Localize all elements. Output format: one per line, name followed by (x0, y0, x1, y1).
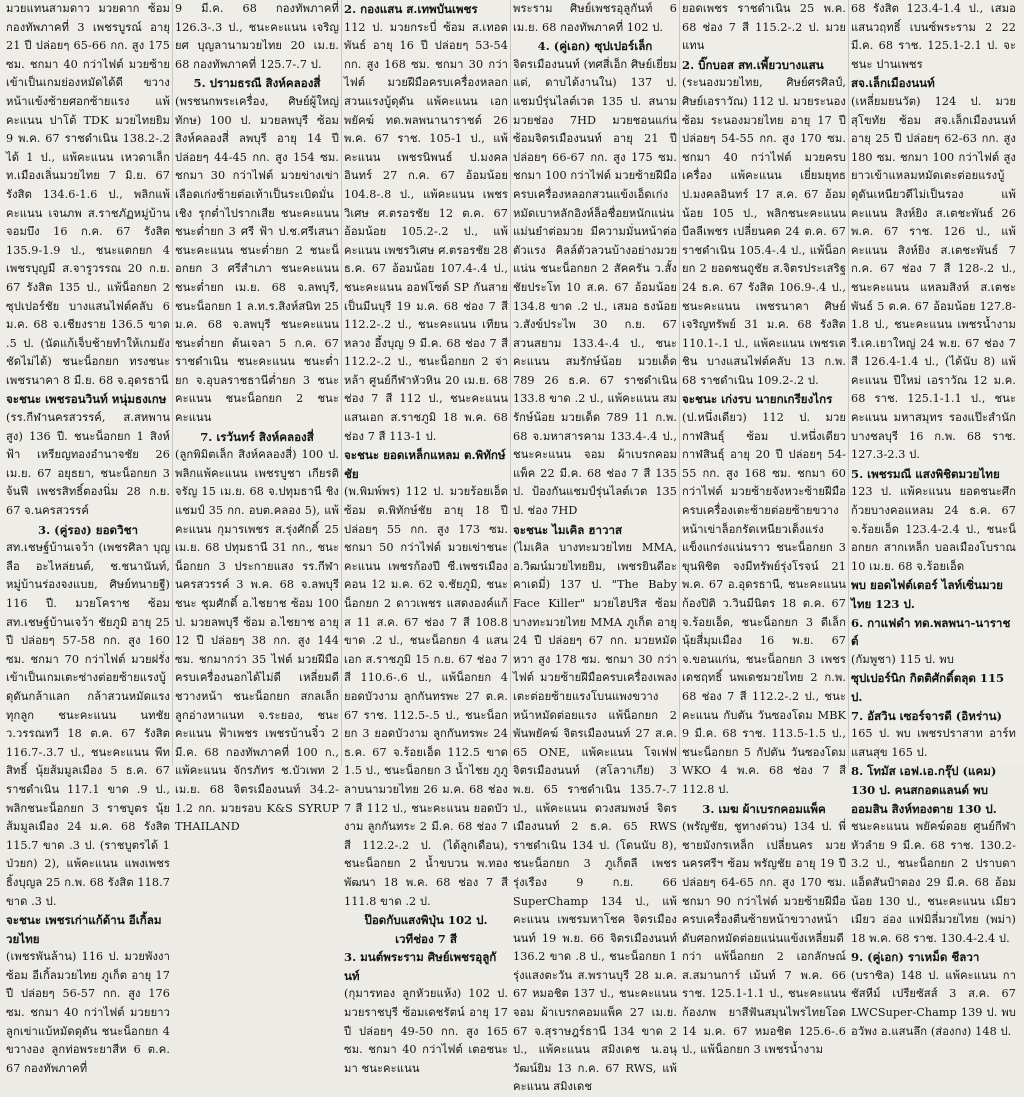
fighter-record-text: (เหลี่ยมยนวัต) 124 ป. มวยสุโขทัย ซ้อม สจ.เล็กเมืองนนท์ อายุ 25 ปี ปล่อยๆ 62-63 กก. สูง 180 ซม. ชกมา 100 กว่าไฟต์ สูงยาวเข้าแหลมหมัดเตะต่อยแรงบู้ดุดันเหนียวดีไม่เป็นรอง แพ้คะแนน สิงห์ยิง ส.เตชะพันธ์ 26 พ.ค. 67 ราช. 126 ป., แพ้คะแนน สิงห์ยิง ส.เตชะพันธ์ 7 ก.ค. 67 ช่อง 7 สี 128-.2 ป., ชนะคะแนน แหลมสิงห์ ส.เตชะพันธ์ 5 ต.ค. 67 อ้อมน้อย 127.8-1.8 ป., ชนะคะแนน เพชรน้ำงาม รี.เค.เยาใหญ่ 24 พ.ย. 67 ช่อง 7 สี 126.4-1.4 ป., (ได้นับ 8) แพ้คะแนน ปีใหม่ เอราวัณ 12 ม.ค. 68 ราช. 125.1-1.1 ป., ชนะคะแนน มหาสมุทร รองแป๊ะสำนักบางชลบุรี 16 ก.พ. 68 ราช. 127.3-2.3 ป. (851, 94, 1016, 462)
fighter-heading: 5. เพชรมณี แสงพิชิตมวยไทย (851, 466, 1000, 481)
fighter-record-text: 123 ป. แพ้คะแนน ยอดชนะศึก ก้วยบางคอแหลม 24 ธ.ค. 67 จ.ร้อยเอ็ด 123.4-2.4 ป., ชนะน็อกยก สากเหล็ก บอลเมืองโบราณ 10 เม.ย. 68 จ.ร้อยเอ็ด (851, 485, 1016, 573)
fighter-heading: จะชนะ ไมเคิล ฮาวาส (513, 522, 623, 537)
fighter-record-text: (บราซิล) 148 ป. แพ้คะแนน กาชัสหีม์ เปรียซัสส์ 3 ส.ค. 67 LWCSuper-Champ 139 ป. พบ อวัพง อ.แสนลึก (ส่องกง) 148 ป. (851, 968, 1016, 1038)
fighter-record-text: ชนะคะแนน พยัคฆ์ดอย ศูนย์กีฬาหัวลำย 9 มี.ค. 68 ราช. 130.2-3.2 ป., ชนะน็อกยก 2 ปราบดา แอ็ดสันป๋าตอง 29 มี.ค. 68 อ้อมน้อย 130 ป., ชนะคะแนน เมียวเมียว อ่อง แฟมิลี่มวยไทย (พม่า) 18 พ.ค. 68 ราช. 130.4-2.4 ป. (851, 820, 1016, 945)
article-column-4 (511, 0, 680, 1094)
fighter-record-text: (กัมพูชา) 115 ป. พบ (851, 652, 954, 666)
fighter-heading: 4. (คู่เอก) ซุปเปอร์เล็ก (537, 39, 653, 54)
fighter-record-text: (กุมารทอง ลูกหัวยแห้ง) 102 ป. มวยราชบุรี ซ้อมเดชรัตน์ อายุ 17 ปี ปล่อยๆ 49-50 กก. สูง 165 ซม. ชกมา 40 กว่าไฟต์ เตอชนะมา ชนะคะแนน (344, 987, 508, 1075)
fighter-record-text: (รร.กีฬานครสวรรค์, ส.สหพานสูง) 136 ปี. ชนะน็อกยก 1 สิงห์ฟ้า เหรียญทองอำนาจชัย 26 เม.ย. 67 อยุธยา, ชนะน็อกยก 3 จ้นฟี เพชรสิทธิ์ตองนิ่ม 28 ก.ย. 67 จ.นครสวรรค์ (6, 411, 170, 518)
fighter-heading: จะชนะ เก่งรบ นายกเกรียงไกร (682, 392, 833, 407)
fighter-heading: 8. โทมัส เอฟ.เอ.กรุ๊ป (แคม) 130 ป. คนสกอตแลนด์ พบ ออมสิน สิงห์ทองตาย 130 ป. (851, 764, 997, 816)
fighter-record-text: (ป.หนึ่งเดียว) 112 ป. มวยกาฬสินธุ์ ซ้อม ป.หนึ่งเดียว กาฬสินธุ์ อายุ 20 ปี ปล่อยๆ 54-55 กก. สูง 168 ซม. ชกมา 60 กว่าไฟต์ มวยซ้ายจังหวะซ้ายฝีมือครบเครื่องเตะซ้ายต่อยซ้ายขวางหน้าเข่าล็อกรัดเหนียวเต็งแร่งแข็งแกร่งแน่นราว ชนะน็อกยก 3 ขุนพิชิต จงมีทรัพย์รุ่งโรจน์ 21 พ.ค. 67 อ.อุดรธานี, ชนะคะแนน ก้องปิติ ว.วินมีนิตร 18 ต.ค. 67 จ.ร้อยเอ็ด, ชนะน็อกยก 3 ดีเล็ก นุ้ยสี่มุมเมือง 16 พ.ย. 67 จ.ขอนแก่น, ชนะน็อกยก 3 เพชรเดชฤทธิ์ นพเดชมวยไทย 2 ก.พ. 68 ช่อง 7 สี 112.2-.2 ป., ชนะคะแนน กับตัน วันซองโดม MBK 9 มี.ค. 68 ราช. 113.5-1.5 ป., ชนะน็อกยก 5 กัปตัน วันซองโดม WKO 4 พ.ค. 68 ช่อง 7 สี 112.8 ป. (682, 411, 846, 796)
fighter-heading: 9. (คู่เอก) ราเหม็ด ชีลวา (851, 950, 980, 965)
fighter-heading: จะชนะ เพชรอนวินท์ หนุ่มธงเกษ (6, 392, 167, 407)
fighter-record-text: (พ.พิมพ์พร) 112 ป. มวยร้อยเอ็ด ซ้อม ต.พิทักษ์ชัย อายุ 18 ปี ปล่อยๆ 55 กก. สูง 173 ซม. ชกมา 50 กว่าไฟต์ มวยเข่าชนะคะแนน เพชรก้องปี ซี.เพชรเมืองคอน 12 ม.ค. 62 จ.ชัยภูมิ, ชนะน็อกยก 2 ดาวเพชร แสดงองค์แก้ส 11 ส.ค. 67 ช่อง 7 สี 108.8 ขาด .2 ป., ชนะน็อกยก 4 แสนเอก ส.ราชภูมิ 15 ก.ย. 67 ช่อง 7 สี 110.6-.6 ป., แพ้น็อกยก 4 ยอดบัวงาม ลูกกันทรพะ 27 ต.ค. 67 ราช. 112.5-.5 ป., ชนะน็อกยก 3 ยอดบัวงาม ลูกกันทรพะ 24 ธ.ค. 67 จ.ร้อยเอ็ด 112.5 ขาด 1.5 ป., ชนะน็อกยก 3 น้ำไชย ภูภูลาบนามวยไทย 26 ม.ค. 68 ช่อง 7 สี 112 ป., ชนะคะแนน ยอดบัวงาม ลูกกันทระ 2 มี.ค. 68 ช่อง 7 สี 112.2-.2 ป. (ได้ลูกเดือน), ชนะน็อกยก 2 น้ำขบวน พ.ทองพัฒนา 18 พ.ค. 68 ช่อง 7 สี 111.8 ขาด .2 ป. (344, 485, 508, 908)
article-column-1 (4, 0, 173, 1075)
fighter-record-text: จิตรเมืองนนท์ (ทศสี่เอ็ก ศิษย์เยี่ยมแต่, ดาบได้งานใน) 137 ป. แชมป์รุ่นไลต์เวต 135 ป. สนามมวยช่อง 7HD มวยชอนแก่น ซ้อมจิตรเมืองนนท์ อายุ 21 ปี ปล่อยๆ 66-67 กก. สูง 175 ซม. ชกมา 100 กว่าไฟต์ มวยซ้ายฝีมือครบเครื่องหลอกสวนแข้งเอ็ดเก่งหมัดเบาหลักอิงห์ล็อชื่อยหนักแน่นแม่นยำต่อมวย มีความมั่นหน้าต่อตัวแรง คิลล์ตัวลวนบ้างอย่างมวยแน่น ชนะน็อกยก 2 สัคครัน ว.สั้งชัยประโท 10 ส.ค. 67 อ้อมน้อย 134.8 ขาด .2 ป., เสมอ ธงน้อย ว.สังข์ประไพ 30 ก.ย. 67 สวนสยาม 133.4-.4 ป., ชนะคะแนน สมรักษ์น้อย มวยเด็ด 789 26 ธ.ค. 67 ราชดำเนิน 133.8 ขาด .2 ป., แพ้คะแนน สมรักษ์น้อย มวยเด็ด 789 11 ก.พ. 68 จ.มหาสารคาม 133.4-.4 ป., ชนะคะแนน จอม ผ้าเบรกคอมแพ็ค 22 มี.ค. 68 ช่อง 7 สี 135 ป. ป้องกันแชมป์รุ่นไลต์เวต 135 ป. ช่อง 7HD (513, 57, 677, 518)
article-column-6 (849, 0, 1018, 1038)
fighter-heading: จะชนะ เพชรเก่าแก้ด้าน อีเกิ้ลมวยไทย (6, 913, 162, 946)
article-column-2 (173, 0, 342, 834)
fighter-record-text: (ลูกพิมิตเล็ก สิงห์คลองสี่) 100 ป. พลิกแพ้คะแนน เพชรบูชา เกียรติจรัญ 15 เม.ย. 68 จ.ปทุมธานี ชิงแชมป์ 35 กก. อบต.คลอง 5), แพ้คะแนน กุมารเพชร ส.รุ่งศักดิ์ 25 เม.ย. 68 ปทุมธานี 31 กก., ชนะน็อกยก 3 ประกายแสง รร.กีฬานครสวรรค์ 3 พ.ค. 68 จ.ลพบุรี ชนะ ชุมศักดิ์ อ.ไชยาช ซ้อม 100 ป. มวยลพบุรี ซ้อม อ.ไชยาช อายุ 12 ปี ปล่อยๆ 38 กก. สูง 144 ซม. ชกมากว่า 35 ไฟต์ มวยฝีมือครบเครื่องนอกได้ไม่ดี เหลี่ยมดีชวางหน้า ชนะน็อกยก สกลเล็ก ลูกอ่างหาแนท จ.ระยอง, ชนะคะแนน ฟ้าเพชร เพชรบ้านจิ๋ว 2 มี.ค. 68 กองทัพภาคที่ 100 ก., แพ้คะแนน จักรภัทร ช.บัวเพท 2 เม.ย. 68 จิตรเมืองนนท์ 34.2-1.2 กก. มวยรอบ K&S SYRUP THAILAND (175, 448, 339, 834)
fighter-record-text: 165 ป. พบ เพชรปราสาท อาร์ทแสนสุข 165 ป. (851, 727, 1016, 759)
fighter-heading: พบ ยอดไฟต์เตอร์ ไลท์เซิ่นมวยไทย 123 ป. (851, 578, 1003, 611)
article-column-5 (680, 0, 849, 1057)
fighter-record-text: (เพชรพันล้าน) 116 ป. มวยพังงา ซ้อม อีเกิ้ลมวยไทย ภูเก็ต อายุ 17 ปี ปล่อยๆ 56-57 กก. สูง 176 ซม. ชกมา 40 กว่าไฟต์ มวยยาวลูกเข่าแบ้หมัดดุดัน ชนะน็อกยก 4 ขวางอง ลูกท่อพระยาสีห 6 ต.ค. 67 กองทัพภาคที่ (6, 950, 170, 1075)
article-column-3 (342, 0, 511, 1075)
fighter-record-text: 68 รังสิต 123.4-1.4 ป., เสมอ แสนวฤทธิ์ เบนซ์พระราม 2 22 มี.ค. 68 ราช. 125.1-2.1 ป. จะชนะ ปานเพชร (851, 2, 1016, 71)
fighter-heading: สจ.เล็กเมืองนนท์ (851, 76, 935, 91)
fighter-heading: 7. อัสวิน เซอร์จารดี (อิหร่าน) (851, 708, 1003, 723)
fighter-heading: 3. มนต์พระราม ศิษย์เพชรอุลูกันท์ (344, 950, 497, 983)
fighter-heading: 3. เมฆ ผ้าเบรกคอมแพ็ค (702, 801, 826, 816)
fighter-heading: 6. กาแฟดำ ทด.พลพนา-นาราชต์ (851, 615, 1011, 649)
fighter-record-text: (ไมเคิล บางทะมวยไทย MMA, อ.วิฒน์มวยไทยยิม, เพชรยินดีอะคาเดมี่) 137 ป. "The Baby Face Killer" มวยไฮปริส ซ้อม บางทะมวยไทย MMA ภูเก็ต อายุ 24 ปี ปล่อยๆ 67 กก. มวยหมัดหวา สูง 178 ซม. ชกมา 30 กว่าไฟต์ มวยซ้ายฝีมือครบเครื่องเพลงเตะต่อยซ้ายแรงโบนแพงขวางหน้าหมัดต่อยแรง แพ้น็อกยก 2 พันพยัคฆ์ จิตรเมืองนนท์ 27 ส.ค. 65 ONE, แพ้คะแนน โจเฟฟ จิตรเมืองนนท์ (สโลวาเกีย) 3 พ.ย. 65 ราชดำเนิน 135.7-.7 ป., แพ้คะแนน ดวงสมพงษ์ จิตรเมืองนนท์ 2 ธ.ค. 65 RWS ราชดำเนิน 134 ป. (โดนนับ 8), ชนะน็อกยก 3 ภูเก็ตลี เพชรรุ่งเรือง 9 ก.ย. 66 SuperChamp 134 ป., แพ้คะแนน เพชรมหาโชค จิตรเมืองนนท์ 19 พ.ย. 66 จิตรเมืองนนท์ 136.2 ขาด .8 ป., ชนะน็อกยก 1 รุ่งแสงตะวัน ส.พรานบุรี 28 ม.ค. 67 หมอชิต 137 ป., ชนะคะแนน จอม ผ้าเบรกคอมแพ็ค 27 เม.ย. 67 จ.สุราษฎร์ธานี 134 ขาด 2 ป., แพ้คะแนน สมิงเดช น.อนุวัฒน์ยิม 13 ก.ค. 67 RWS, แพ้คะแนน สมิงเดช (513, 541, 677, 1094)
fighter-heading: 2. กองแสน ส.เทพบันเพชร (344, 2, 478, 16)
fighter-record-text: มวยแทนสามดาว มวยดาก ซ้อมกองทัพภาคที่ 3 เพชรบูรณ์ อายุ 21 ปี ปล่อยๆ 65-66 กก. สูง 175 ซม. ชกมา 40 กว่าไฟต์ มวยซ้ายเข้าเป็นเกมย่องหมัดได้ดี ขวางหน้าแข้งซ้ายศอกซ้ายแรง แพ้คะแนน ปาโต้ TDK มวยไทยยิม 9 พ.ค. 67 ราชดำเนิน 138.2-.2 ได้ 1 ป., แพ้คะแนน เหวดาเล็ก ท.เมืองเลิ่นมวยไทย 7 มิ.ย. 67 รังสิต 134.6-1.6 ป., พลิกแพ้คะแนน เจนภพ ส.ราชภัฏหมู่บ้านจอมบึง 16 ก.ค. 67 รังสิต 135.9-1.9 ป., ชนะแตกยก 4 เพชรบุญมี ส.จารูวรรณ 20 ก.ย. 67 รังสิต 135 ป., แพ้น็อกยก 2 ซุปเปอร์ชัย บางแสนไฟต์คลับ 6 ม.ค. 68 จ.เชียงราย 136.5 ขาด .5 ป. (นัดแก้เจ็บช้ายทำให้เกมยังชัดไม่ได้) ชนะน็อกยก ทรงชนะ เพชรนาคา 8 มี.ย. 68 จ.อุดรธานี (6, 2, 170, 387)
fighter-record-text: 9 มี.ค. 68 กองทัพภาคที่ 126.3-.3 ป., ชนะคะแนน เจริญยศ บุญลานามวยไทย 20 เม.ย. 68 กองทัพภาคที่ 125.7-.7 ป. (175, 2, 339, 71)
fighter-heading: 5. ปรามธรณี สิงห์คลองสี่ (193, 76, 321, 91)
fighter-heading: ซุปเปอร์นิก กิตติศักดิ์ตลุด 115 ป. (851, 671, 1005, 704)
fighter-heading: ป๊อดกับแสงพิปุ่น 102 ป. (364, 913, 488, 928)
fighter-record-text: (พรัญชัย, ชูทางด่วน) 134 ป. พี่ชายมังกรเหล็ก เปลี่ยนคร มวยนครศรีฯ ซ้อม พรัญชัย อายุ 19 ปี ปล่อยๆ 64-65 กก. สูง 170 ซม. ชกมา 90 กว่าไฟต์ มวยซ้ายฝีมือครบเครื่องตีนซ้ายหน้าขวางหน้าดับศอกหมัดต่อยแน่นแข้งเหลี่ยมดีกว่า แพ้น็อกยก 2 เอกลักษณ์ ส.สมานการ์ เม้นท์ 7 พ.ค. 66 ราช. 125.1-1.1 ป., ชนะคะแนน ก้องภพ ยาสีฟันสมุนไพรไทยโอด 14 ม.ค. 67 หมอชิต 125.6-.6 ป., แพ้น็อกยก 3 เพชรน้ำงาม (682, 820, 846, 1057)
fighter-record-text: พระราม ศิษย์เพชรอุลูกันท์ 6 เม.ย. 68 กองทัพภาคที่ 102 ป. (513, 2, 677, 34)
fighter-record-text: 112 ป. มวยกระบี่ ซ้อม ส.เทอดพันธ์ อายุ 16 ปี ปล่อยๆ 53-54 กก. สูง 168 ซม. ชกมา 30 กว่าไฟต์ มวยฝีมือครบเครื่องหลอกสวนแรงบู้ดุดัน แพ้คะแนน เอกพยัคฆ์ ทด.พลพนานาราชต์ 26 พ.ค. 67 ราช. 105-1 ป., แพ้คะแนน เพชรนิพนธ์ ป.มงคลอินทร์ 27 ก.ค. 67 อ้อมน้อย 104.8-.8 ป., แพ้คะแนน เพชรวิเศษ ศ.ตรอรชัย 12 ต.ค. 67 อ้อมน้อย 105.2-.2 ป., แพ้คะแนน เพชรวิเศษ ศ.ตรอรชัย 28 ธ.ค. 67 อ้อมน้อย 107.4-.4 ป., ชนะคะแนน ออฟโซต์ SP กันสายเป็นมีนบุรี 19 ม.ค. 68 ช่อง 7 สี 112.2-.2 ป., ชนะคะแนน เทียนหลวง อึ้งบุญ 9 มี.ค. 68 ช่อง 7 สี 112.2-.2 ป., ชนะน็อกยก 2 จ่าหล้า ศูนย์กีฬาหัวหิน 20 เม.ย. 68 ช่อง 7 สี 112 ป., ชนะคะแนน แสนเอก ส.ราชภูมิ 18 พ.ค. 68 ช่อง 7 สี 113-1 ป. (344, 20, 508, 443)
fighter-heading: จะชนะ ยอดเหล็กแหลม ต.พิทักษ์ชัย (344, 448, 506, 481)
fighter-heading: 7. เรวันทร์ สิงห์คลองสี่ (200, 429, 314, 444)
fighter-record-text: ยอดเพชร ราชดำเนิน 25 พ.ค. 68 ช่อง 7 สี 115.2-.2 ป. มวยแทน (682, 2, 846, 53)
fighter-heading: เวทีช่อง 7 สี (395, 931, 457, 946)
fighter-record-text: (ระนองมวยไทย, ศิษย์ศรศิลป์, ศิษย์เอราวัณ) 112 ป. มวยระนอง ซ้อม ระนองมวยไทย อายุ 17 ปี ปล่อยๆ 54-55 กก. สูง 170 ซม. ชกมา 40 กว่าไฟต์ มวยครบเครื่อง แพ้คะแนน เยี่ยมยุทธ ป.มงคลอินทร์ 17 ส.ค. 67 อ้อมน้อย 105 ป., พลิกชนะคะแนน บีลลีเพชร เปลี่ยนคด 24 ต.ค. 67 ราชดำเนิน 105.4-.4 ป., แพ้น็อกยก 2 ยอดชนถูชัย ส.จิตรประเสริฐ 24 ธ.ค. 67 รังสิต 106.9-.4 ป., ชนะคะแนน เพชรนาคา ศิษย์เจริญทรัพย์ 31 ม.ค. 68 รังสิต 110.1-.1 ป., แพ้คะแนน เพชรเตชิน บางแสนไฟต์คลับ 13 ก.พ. 68 ราชดำเนิน 109.2-.2 ป. (682, 76, 846, 387)
fighter-heading: 3. (คู่รอง) ยอดวิชา (38, 522, 138, 537)
fighter-heading: 2. บิ๊กบอส สท.เพี้ยวบางแสน (682, 57, 824, 72)
fighter-record-text: สท.เชษฐ์บ้านเจว้า (เพชรศิลา บุญลือ อะไหล่ยนต์, ช.ชนานันท์, หมู่บ้านร่องจงแบย, ศิษย์ทนายฐี) 116 ปี. มวยโคราช ซ้อม สท.เชษฐ์บ้านเจว้า ชัยภูมิ อายุ 25 ปี ปล่อยๆ 57-58 กก. สูง 160 ซม. ชกมา 70 กว่าไฟต์ มวยฝรั่งเข้าเป็นเกมเตะซ่างต่อยซ้ายแรงบู้ดุดันกล้าแลก กล้าสวนหมัดแรงทุกลูก ชนะคะแนน นทชัย ว.วรรณทวี 18 ต.ค. 67 รังสิต 116.7-.3.7 ป., ชนะคะแนน พีทสิทธิ์ นุ้ยส้มมูลเมือง 5 ธ.ค. 67 ราชดำเนิน 117.1 ขาด .9 ป., พลิกชนะน็อกยก 3 ราชบูตร นุ้ยส้มมูลเมือง 24 ม.ค. 68 รังสิต 115.7 ขาด .3 ป. (ราชบูตรได้ 1 ป่วยก) 2), แพ้คะแนน แพงเพชร ธิ้งบุญล 25 ก.พ. 68 รังสิต 118.7 ขาด .3 ป. (6, 541, 170, 908)
fighter-record-text: (พรชนกพระเครื่อง, ศิษย์ผู้ใหญ่ทักษ) 100 ป. มวยลพบุรี ซ้อม สิงห์คลองสี่ ลพบุรี อายุ 14 ปี ปล่อยๆ 44-45 กก. สูง 154 ซม. ชกมา 30 กว่าไฟต์ มวยข่างเข่าเลือดเก่งซ้ายต่อเท้าเป็นระเบิดมั่นเชิง รุกต่ำไปรากเสีย ชนะคะแนน ชนะต่ำยก 3 ศรี ฟ้า ป.ช.ศรีเสนา ชนะคะแนน ชนะต่ำยก 2 ชนะน็อกยก 3 ศรีสำเภา ชนะคะแนน ชนะต่ำยก เม.ย. 68 จ.ลพบุรี, ชนะน็อกยก 1 ล.ท.ร.สิงห์สนิท 25 ม.ค. 68 จ.ลพบุรี ชนะคะแนน ชนะต่ำยก ต้นเจลา 5 ก.ค. 67 ราชดำเนิน ชนะคะแนน ชนะต่ำยก จ.อุบลราชธานีต่ำยก 3 ชนะคะแนน ชนะน็อกยก 2 ชนะคะแนน (175, 94, 339, 425)
